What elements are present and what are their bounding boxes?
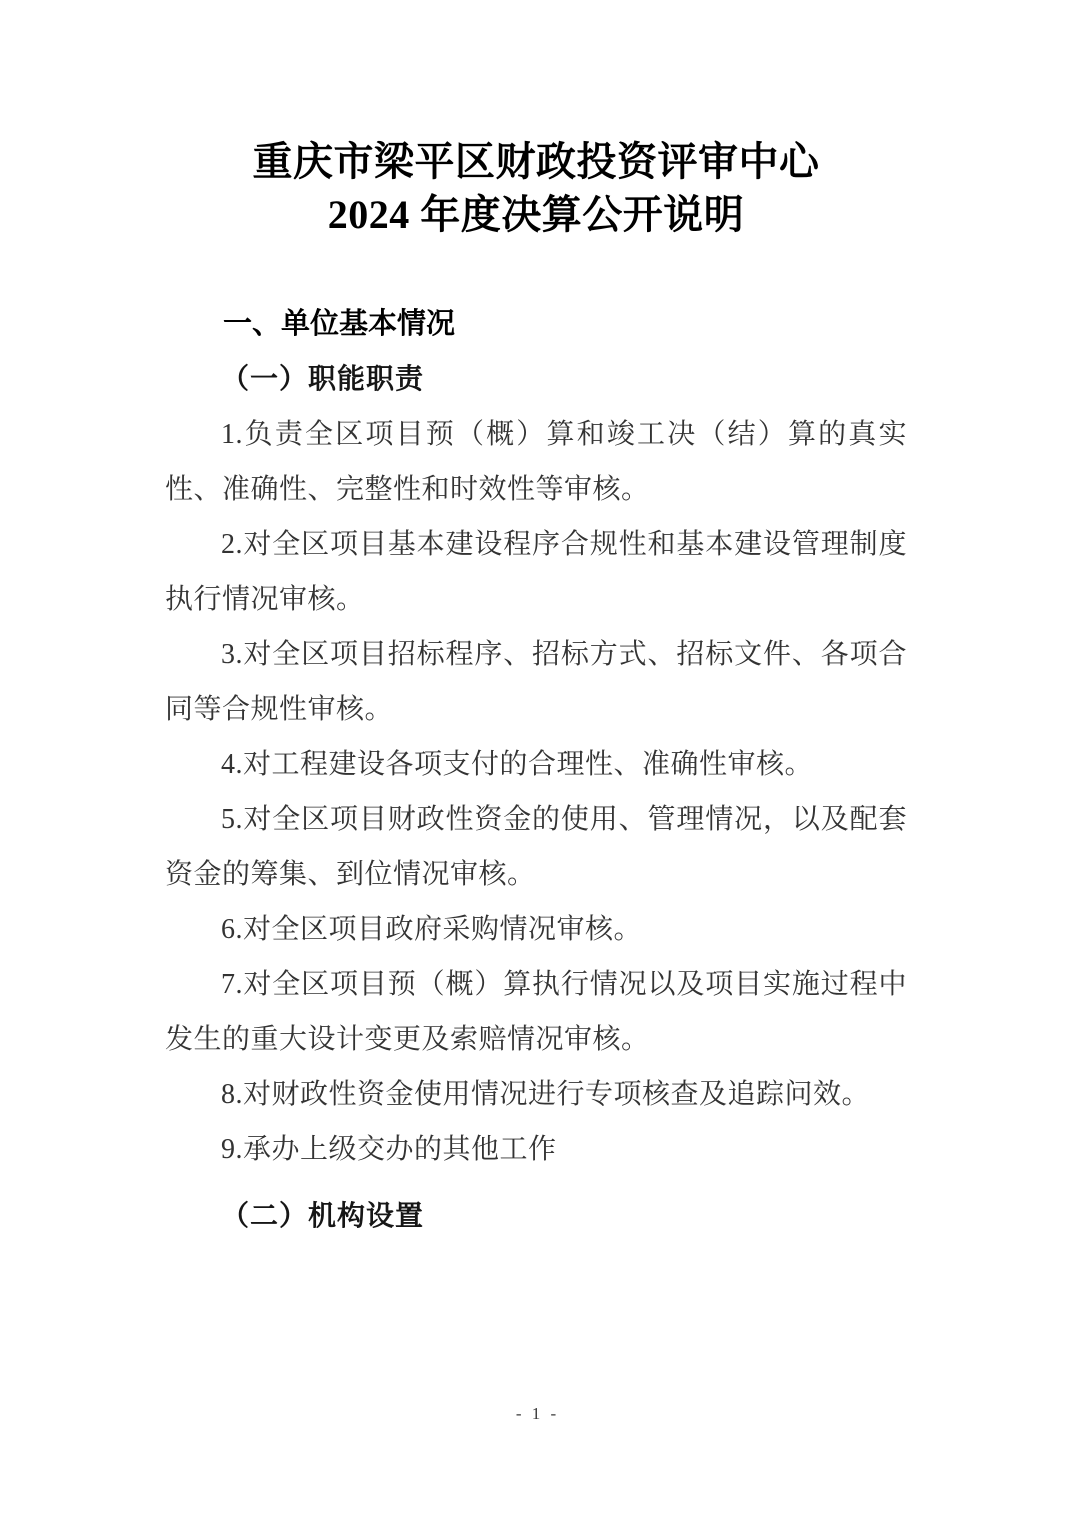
duty-item-6: 6.对全区项目政府采购情况审核。 — [221, 914, 643, 945]
duty-item-4: 4.对工程建设各项支付的合理性、准确性审核。 — [221, 749, 814, 780]
duty-item-9: 9.承办上级交办的其他工作 — [221, 1134, 557, 1165]
duty-item-1: 1.负责全区项目预（概）算和竣工决（结）算的真实性、准确性、完整性和时效性等审核。 — [165, 419, 907, 505]
document-title-line-2: 2024 年度决算公开说明 — [327, 192, 745, 237]
duty-item-3: 3.对全区项目招标程序、招标方式、招标文件、各项合同等合规性审核。 — [165, 639, 907, 725]
document-title-line-1: 重庆市梁平区财政投资评审中心 — [252, 139, 820, 184]
page-number: - 1 - — [515, 1404, 560, 1423]
document-title — [165, 135, 907, 241]
section-heading-basic-info: 一、单位基本情况 — [223, 308, 456, 340]
subsection-heading-functions: （一）职能职责 — [221, 364, 425, 395]
document-content — [165, 0, 907, 1244]
duty-item-8: 8.对财政性资金使用情况进行专项核查及追踪问效。 — [221, 1079, 871, 1110]
duty-item-7: 7.对全区项目预（概）算执行情况以及项目实施过程中发生的重大设计变更及索赔情况审核。 — [165, 969, 907, 1055]
duty-item-5: 5.对全区项目财政性资金的使用、管理情况，以及配套资金的筹集、到位情况审核。 — [165, 804, 907, 890]
duty-item-2: 2.对全区项目基本建设程序合规性和基本建设管理制度执行情况审核。 — [165, 529, 907, 615]
subsection-heading-organization: （二）机构设置 — [221, 1201, 425, 1232]
